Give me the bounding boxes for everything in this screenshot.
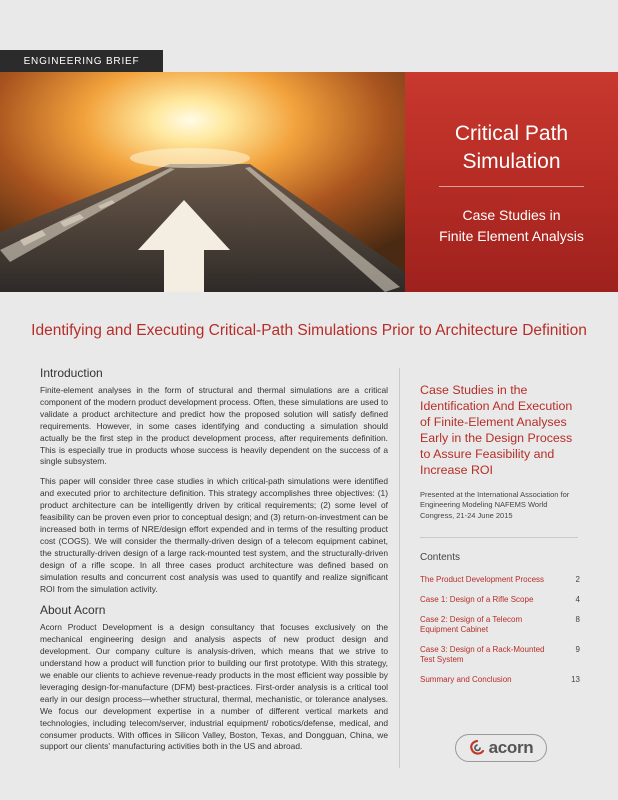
- contents-heading: Contents: [420, 552, 461, 564]
- report-subtitle-line-1: Case Studies in: [462, 207, 561, 223]
- toc-item-page: 9: [575, 645, 580, 655]
- toc-item-page: 4: [575, 595, 580, 605]
- introduction-paragraph-1: Finite-element analyses in the form of structural and thermal simulations are a critical component of the modern product development process. Often, these simulations are used to validate a product architecture and predict how the proposed solution will satisfy defined requirements. However, in some cases identifying and conducting a simulation should actually be the first step in the product development process, after requirements definition. This is especially true in products whose success is heavily dependent on the success of a single subsystem.: [40, 385, 388, 467]
- about-acorn-heading: About Acorn: [40, 603, 106, 618]
- engineering-brief-tag: ENGINEERING BRIEF: [0, 50, 163, 72]
- toc-item-label: Case 1: Design of a Rifle Scope: [420, 595, 534, 605]
- report-subtitle: [405, 205, 618, 247]
- table-of-contents: [420, 575, 580, 685]
- page-headline: Identifying and Executing Critical-Path Simulations Prior to Architecture Definition: [31, 322, 587, 339]
- acorn-logo: [455, 734, 547, 762]
- toc-item-rifle-scope[interactable]: [420, 595, 580, 605]
- report-title-line-1: Critical Path: [454, 122, 569, 145]
- toc-item-label: The Product Development Process: [420, 575, 545, 585]
- introduction-heading: Introduction: [40, 366, 103, 380]
- toc-item-label: Case 2: Design of a Telecom Equipment Cabinet: [420, 615, 523, 635]
- hero-banner: [0, 72, 618, 292]
- toc-item-label: Case 3: Design of a Rack-Mounted Test System: [420, 645, 545, 665]
- sidebar: [420, 382, 580, 701]
- toc-item-product-development[interactable]: [420, 575, 580, 585]
- sidebar-title: Case Studies in the Identification And Execution of Finite-Element Analyses Early in the Design Process to Assure Feasibility and Increase ROI: [420, 383, 573, 477]
- report-title-line-2: Simulation: [462, 150, 561, 173]
- introduction-paragraph-2: This paper will consider three case studies in which critical-path simulations were identified and executed prior to architecture definition. This strategy accomplishes three objectives: (1) product architecture can be intelligently driven by critical requirements; (2) some level of feasibility can be proven even prior to conceptual design; and (3) return-on-investment can be increased both in terms of NRE/design effort expended and in terms of the resulting product cost (COGS). We will consider the thermally-driven design of a telecom equipment cabinet, the structurally-driven design of a large rack-mounted test system, and the structurally-driven design of a rifle scope. In all three cases product architecture was defined based on simulation results and concurrent cost analysis was used to quantify and realize significant ROI from the simulation activity.: [40, 476, 388, 594]
- contents-divider: [420, 537, 578, 538]
- toc-item-summary[interactable]: [420, 675, 580, 685]
- toc-item-page: 8: [575, 615, 580, 625]
- top-margin: [0, 0, 618, 50]
- about-acorn-paragraph: Acorn Product Development is a design consultancy that focuses exclusively on the mechanical engineering design and analysis aspects of new product design and development. Our company culture is analysis-driven, which means that we strive to understand how a product will function prior to building our first prototype. With this strategy, we enable our clients to achieve revenue-ready products in the most efficient way possible by leveraging design-for-manufacture (DFM) best-practices. First-order analysis is a critical tool early in our design process—whether structural, thermal, mechanistic, or tolerance analyses. We focus our development expertise in a number of different vertical markets and technologies, including telecom/server, industrial equipment/ robotics/defense, medical, and consumer products. With offices in Silicon Valley, Boston, Texas, and Dongguan, China, we support our clients' manufacturing activities both in the US and abroad.: [40, 622, 388, 752]
- toc-item-page: 13: [571, 675, 580, 685]
- main-column: [40, 366, 388, 761]
- toc-item-rack-test-system[interactable]: [420, 645, 580, 665]
- report-title: [405, 120, 618, 176]
- acorn-swirl-icon: [469, 740, 485, 756]
- presented-note: Presented at the International Association for Engineering Modeling NAFEMS World Congress, 21-24 June 2015: [420, 490, 570, 520]
- acorn-logo-text: acorn: [488, 738, 534, 757]
- column-divider: [399, 368, 400, 768]
- toc-item-label: Summary and Conclusion: [420, 675, 512, 685]
- toc-item-telecom-cabinet[interactable]: [420, 615, 580, 635]
- hero-title-panel: [405, 72, 618, 292]
- toc-item-page: 2: [575, 575, 580, 585]
- road-sunset-photo: [0, 72, 405, 292]
- report-subtitle-line-2: Finite Element Analysis: [439, 228, 584, 244]
- title-divider: [439, 186, 584, 187]
